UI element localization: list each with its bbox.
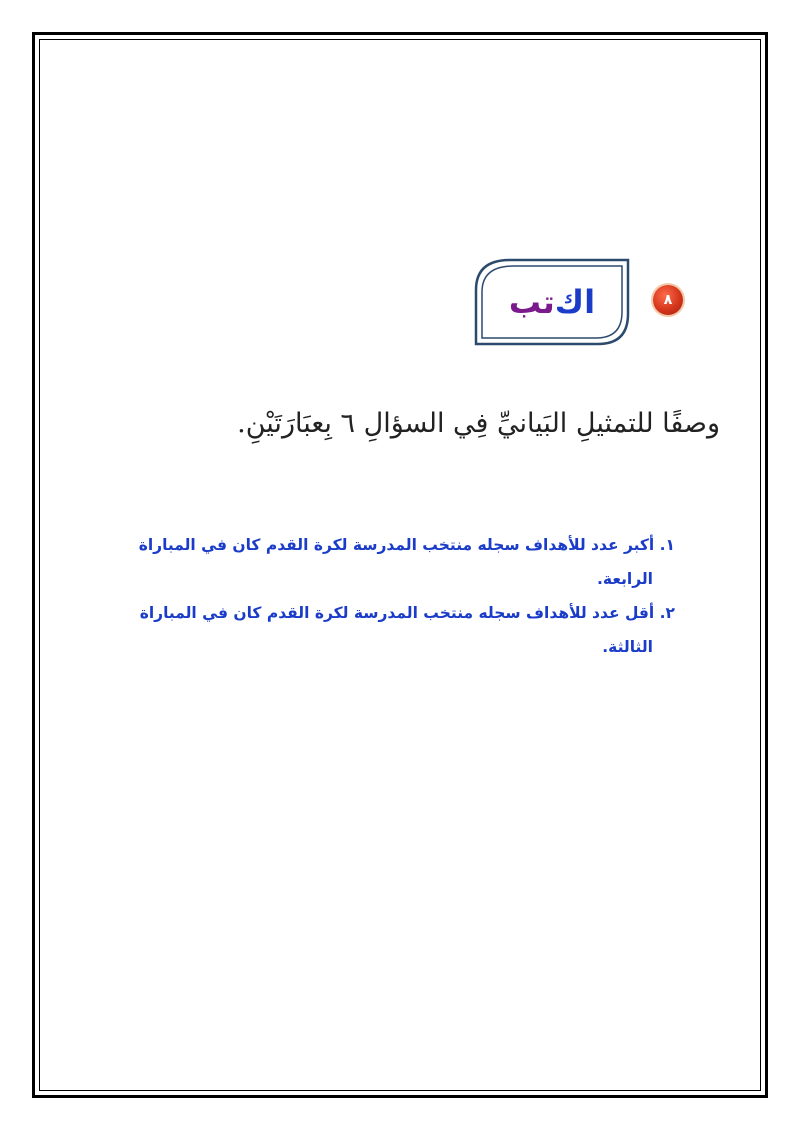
answer-line-continued: الرابعة. (597, 570, 653, 588)
answer-item (130, 528, 675, 596)
question-number: ٨ (663, 292, 673, 308)
answer-item (130, 596, 675, 664)
question-number-badge (653, 285, 683, 315)
answer-list (130, 528, 675, 664)
answer-line: ١. أكبر عدد للأهداف سجله منتخب المدرسة لكرة القدم كان في المباراة (138, 536, 675, 554)
section-title (470, 254, 634, 350)
title-part-a: اك (554, 283, 596, 321)
answer-line: ٢. أقل عدد للأهداف سجله منتخب المدرسة لكرة القدم كان في المباراة (139, 604, 675, 622)
title-part-b: تب (508, 283, 555, 321)
answer-line-continued: الثالثة. (602, 638, 653, 656)
instruction-text: وصفًا للتمثيلِ البَيانيِّ فِي السؤالِ ٦ بِعبَارَتَيْنِ. (237, 408, 720, 439)
